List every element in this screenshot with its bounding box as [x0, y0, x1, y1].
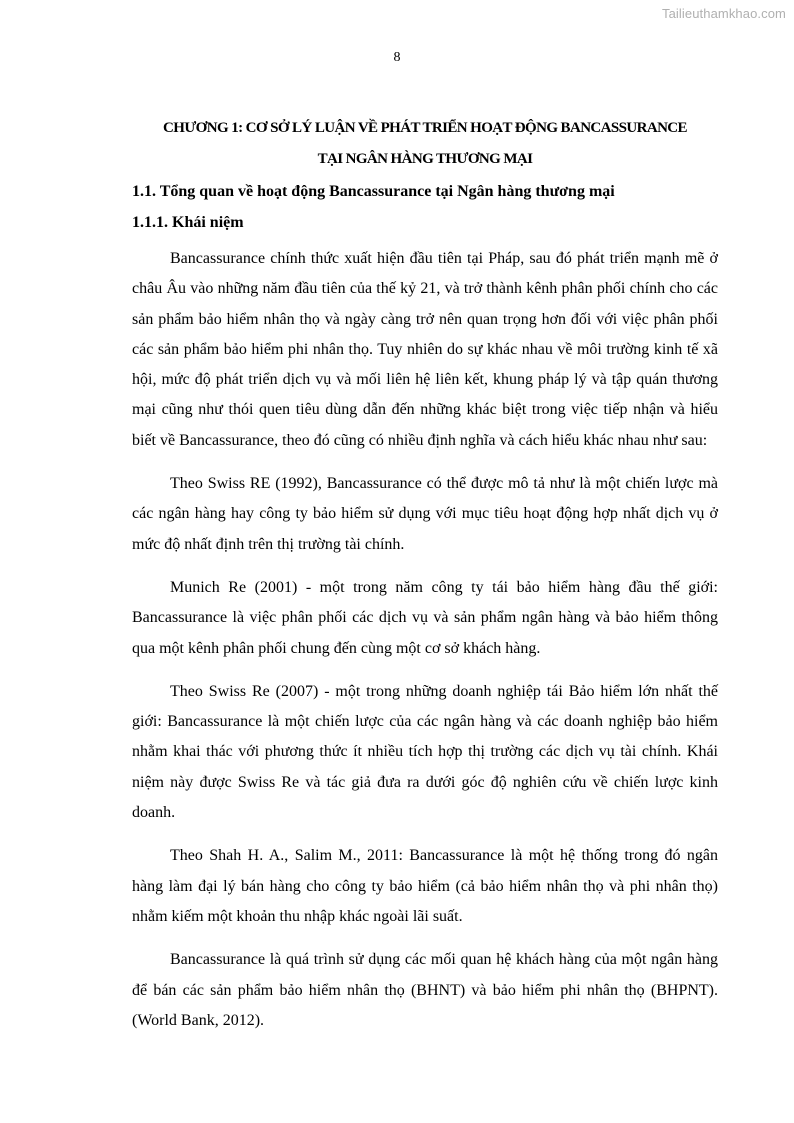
chapter-title-line-1: CHƯƠNG 1: CƠ SỞ LÝ LUẬN VỀ PHÁT TRIỂN HOẠT ĐỘNG BANCASSURANCE — [163, 120, 687, 136]
watermark: Tailieuthamkhao.com — [661, 6, 786, 21]
paragraph-3: Munich Re (2001) - một trong năm công ty tái bảo hiểm hàng đầu thế giới: Bancassurance là việc phân phối các dịch vụ và sản phẩm ngân hàng và bảo hiểm thông qua một kênh phân phối chung đến cùng một cơ sở khách hàng. — [132, 578, 718, 657]
body-text — [132, 244, 718, 1049]
page-number: 8 — [393, 50, 401, 65]
chapter-title-line-2: TẠI NGÂN HÀNG THƯƠNG MẠI — [317, 151, 533, 167]
paragraph-1: Bancassurance chính thức xuất hiện đầu tiên tại Pháp, sau đó phát triển mạnh mẽ ở châu Âu vào những năm đầu tiên của thế kỷ 21, và trở thành kênh phân phối chính cho các sản phẩm bảo hiểm nhân thọ và ngày càng trở nên quan trọng hơn đối với việc phân phối các sản phẩm bảo hiểm phi nhân thọ. Tuy nhiên do sự khác nhau về môi trường kinh tế xã hội, mức độ phát triển dịch vụ và mối liên hệ liên kết, khung pháp lý và tập quán thương mại cũng như thói quen tiêu dùng dẫn đến những khác biệt trong việc tiếp nhận và hiểu biết về Bancassurance, theo đó cũng có nhiều định nghĩa và cách hiểu khác nhau như sau: — [132, 250, 718, 449]
paragraph-4: Theo Swiss Re (2007) - một trong những doanh nghiệp tái Bảo hiểm lớn nhất thế giới: Bancassurance là một chiến lược của các ngân hàng và các doanh nghiệp bảo hiểm nhằm khai thác với phương thức ít nhiều tích hợp thị trường các dịch vụ tài chính. Khái niệm này được Swiss Re và tác giả đưa ra dưới góc độ nghiên cứu về chiến lược kinh doanh. — [132, 682, 718, 822]
section-heading: 1.1. Tổng quan về hoạt động Bancassurance tại Ngân hàng thương mại — [132, 183, 615, 200]
paragraph-2: Theo Swiss RE (1992), Bancassurance có thể được mô tả như là một chiến lược mà các ngân hàng hay công ty bảo hiểm sử dụng với mục tiêu hoạt động hợp nhất dịch vụ ở mức độ nhất định trên thị trường tài chính. — [132, 475, 718, 553]
chapter-title — [120, 113, 730, 175]
paragraph-6: Bancassurance là quá trình sử dụng các mối quan hệ khách hàng của một ngân hàng để bán các sản phẩm bảo hiểm nhân thọ (BHNT) và bảo hiểm phi nhân thọ (BHPNT). (World Bank, 2012). — [132, 951, 718, 1029]
paragraph-5: Theo Shah H. A., Salim M., 2011: Bancassurance là một hệ thống trong đó ngân hàng làm đại lý bán hàng cho công ty bảo hiểm (cả bảo hiểm nhân thọ và phi nhân thọ) nhằm kiếm một khoản thu nhập khác ngoài lãi suất. — [132, 847, 718, 925]
subsection-heading: 1.1.1. Khái niệm — [132, 214, 244, 231]
